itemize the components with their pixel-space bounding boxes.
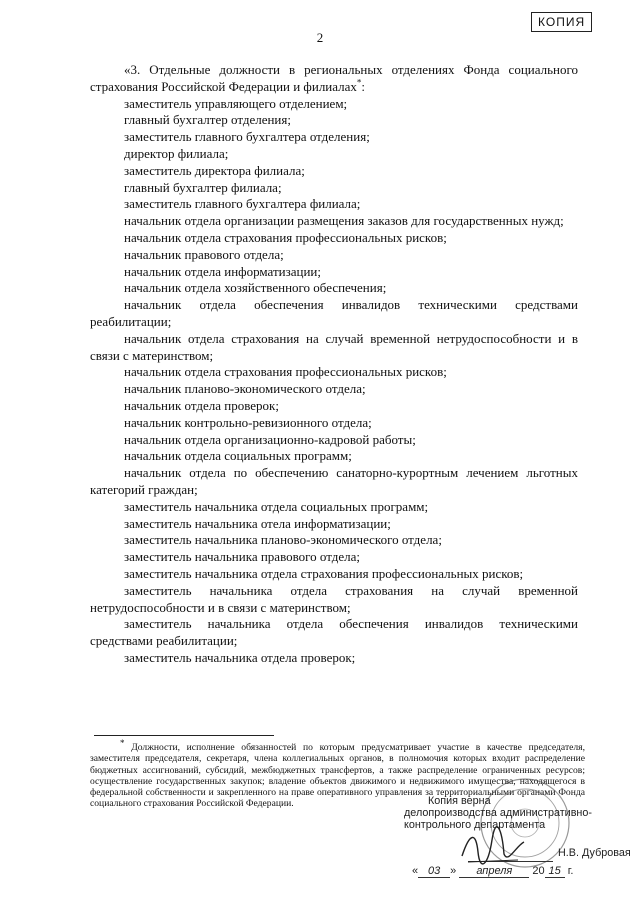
position-item: заместитель главного бухгалтера филиала; — [124, 196, 361, 212]
position-list — [90, 96, 578, 667]
cert-line-3: контрольного департамента — [404, 819, 546, 831]
cert-line-2: делопроизводства административно- — [404, 807, 592, 819]
position-item: заместитель начальника отдела страхования профессиональных рисков; — [124, 565, 524, 581]
position-item: заместитель начальника отдела социальных программ; — [124, 498, 429, 514]
footnote-mark: * — [120, 737, 125, 748]
footnote-rule — [94, 735, 274, 736]
position-item: заместитель начальника правового отдела; — [124, 549, 361, 565]
position-item: начальник планово-экономического отдела; — [124, 381, 366, 397]
section-heading: «3. Отдельные должности в региональных отделениях Фонда социального страхования Российской Федерации и филиалах*: — [90, 62, 578, 94]
position-item: заместитель начальника планово-экономического отдела; — [124, 532, 442, 548]
position-item: начальник отдела страхования на случай временной нетрудоспособности и в связи с материнством; — [90, 330, 578, 363]
copy-stamp: КОПИЯ — [531, 12, 592, 32]
footnote-text: Должности, исполнение обязанностей по которым предусматривает участие в качестве председателя, заместителя председателя, секретаря, члена коллегиальных органов, в полномочия которых входит распределение бюджетных ассигнований, субсидий, межбюджетных трансфертов, а также распределение ограниченных ресурсов; осуществление государственных закупок; владение объектов движимого и недвижимого имущества, находящегося в федеральной собственности и закрепленного на праве оперативного управления за территориальными органами Фонда социального страхования Российской Федерации. — [90, 742, 585, 810]
position-item: начальник отдела информатизации; — [124, 263, 321, 279]
position-item: начальник отдела страхования профессиональных рисков; — [124, 364, 447, 380]
position-item: начальник контрольно-ревизионного отдела; — [124, 414, 372, 430]
position-item: директор филиала; — [124, 145, 229, 161]
position-item: заместитель начальника отдела проверок; — [124, 649, 356, 665]
position-item: начальник отдела обеспечения инвалидов техническими средствами реабилитации; — [90, 297, 578, 329]
position-item: начальник отдела проверок; — [124, 397, 279, 413]
position-item: начальник правового отдела; — [124, 246, 284, 262]
position-item: заместитель директора филиала; — [124, 162, 305, 178]
position-item: начальник отдела страхования профессиональных рисков; — [124, 229, 447, 245]
page-number: 2 — [316, 30, 324, 45]
cert-line-1: Копия верна — [428, 795, 491, 807]
handwritten-signature — [458, 826, 528, 870]
position-item: главный бухгалтер отделения; — [124, 112, 291, 128]
position-item: начальник отдела по обеспечению санаторно-курортным лечением льготных категорий граждан; — [90, 465, 578, 497]
position-item: начальник отдела организации размещения заказов для государственных нужд; — [124, 213, 564, 229]
signer-name: Н.В. Дубровая — [558, 847, 631, 859]
position-item: начальник отдела организационно-кадровой работы; — [124, 431, 416, 447]
position-item: начальник отдела социальных программ; — [124, 448, 352, 464]
position-item: заместитель управляющего отделением; — [124, 95, 348, 111]
position-item: заместитель начальника отдела обеспечения инвалидов техническими средствами реабилитации; — [90, 616, 578, 649]
position-item: заместитель главного бухгалтера отделения; — [124, 129, 370, 145]
document-body — [90, 62, 578, 667]
position-item: главный бухгалтер филиала; — [124, 179, 282, 195]
position-item: начальник отдела хозяйственного обеспечения; — [124, 280, 387, 296]
cert-date: « 03 » апреля 20 15 г. — [412, 865, 574, 877]
position-item: заместитель начальника отдела страхования на случай временной нетрудоспособности и в связи с материнством; — [90, 582, 578, 615]
position-item: заместитель начальника отела информатизации; — [124, 515, 391, 531]
footnote-ref: * — [356, 77, 362, 88]
